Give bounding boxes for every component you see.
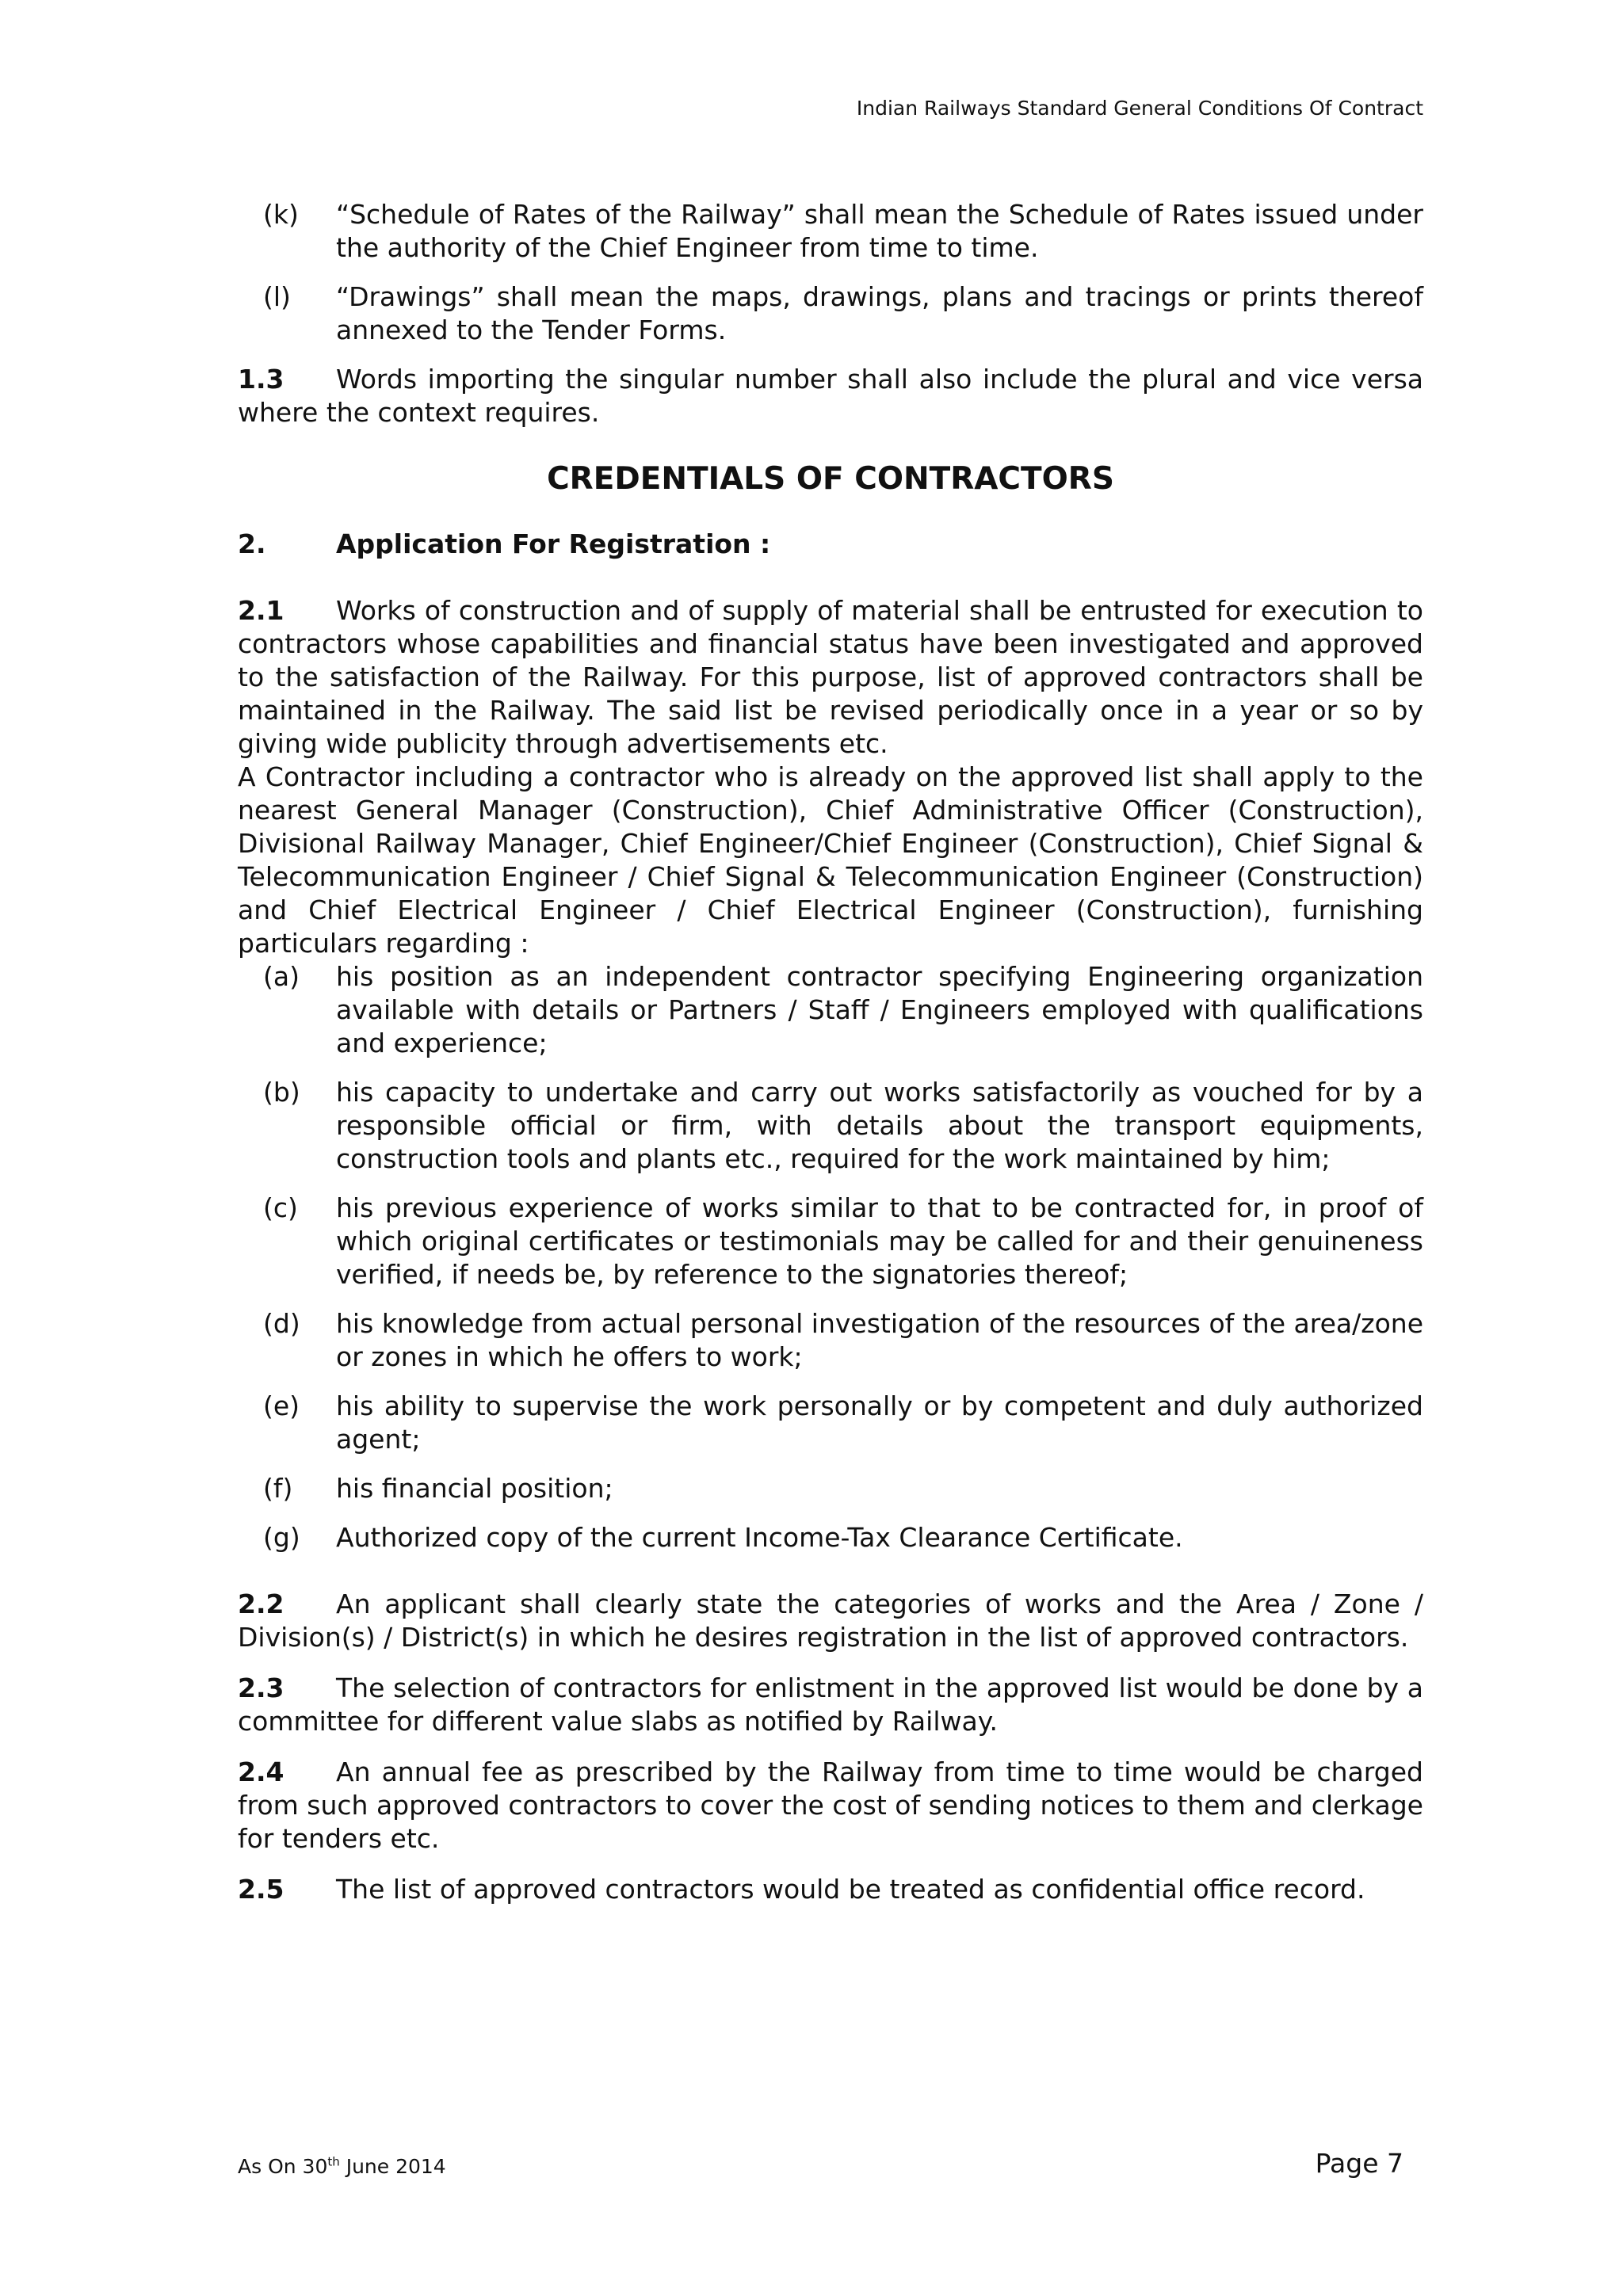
particular-text: his previous experience of works similar to that to be contracted for, in proof of which original certificates or testimonials may be called for and their genuineness verified, if needs be, by reference to the signatories thereof; — [336, 1192, 1423, 1290]
particular-text: his knowledge from actual personal investigation of the resources of the area/zone or zones in which he offers to work; — [336, 1308, 1423, 1372]
particular-label: (c) — [263, 1192, 298, 1223]
paragraph-apply: A Contractor including a contractor who is already on the approved list shall apply to the nearest General Manager (Construction), Chief Administrative Officer (Construction), Divisional Railway Manager, Chief Engineer/Chief Engineer (Construction), Chief Signal & Telecommunication Engineer / Chief Signal & Telecommunication Engineer (Construction) and Chief Electrical Engineer / Chief Electrical Engineer (Construction), furnishing particulars regarding : — [238, 761, 1423, 959]
sub-heading-text: Application For Registration : — [336, 528, 771, 559]
clause-number: 1.3 — [238, 364, 285, 395]
particular-label: (a) — [263, 961, 300, 992]
clause-2-5 — [238, 1873, 1423, 1906]
clause-number: 2.2 — [238, 1589, 285, 1619]
spacer — [238, 1654, 1423, 1672]
clause-text: Works of construction and of supply of material shall be entrusted for execution to contractors whose capabilities and financial status have been investigated and approved to the satisfaction of the Railway. For this purpose, list of approved contractors shall be maintained in the Railway. The said list be revised periodically once in a year or so by giving wide publicity through advertisements etc. — [238, 595, 1423, 759]
particular-label: (d) — [263, 1308, 300, 1339]
spacer — [238, 1855, 1423, 1873]
particular-label: (b) — [263, 1077, 300, 1108]
spacer — [238, 1570, 1423, 1588]
clause-number: 2.5 — [238, 1874, 285, 1905]
particular-text: his position as an independent contractor specifying Engineering organization available with details or Partners / Staff / Engineers employed with qualifications and experience; — [336, 961, 1423, 1058]
particular-text: his financial position; — [336, 1473, 613, 1504]
definition-item-l — [238, 280, 1423, 347]
sub-heading-number: 2. — [238, 528, 266, 559]
clause-1-3 — [238, 363, 1423, 429]
particular-item-b — [238, 1076, 1423, 1176]
definition-label: (k) — [263, 199, 299, 230]
footer-date-prefix: As On 30 — [238, 2155, 328, 2178]
clause-2-2 — [238, 1588, 1423, 1654]
footer-date — [238, 2155, 446, 2179]
document-body — [238, 198, 1423, 1906]
particular-label: (e) — [263, 1390, 300, 1421]
particular-item-g — [238, 1521, 1423, 1554]
particular-text: Authorized copy of the current Income-Tax Clearance Certificate. — [336, 1522, 1183, 1553]
clause-text: The selection of contractors for enlistment in the approved list would be done by a committee for different value slabs as notified by Railway. — [238, 1672, 1423, 1737]
particular-item-f — [238, 1472, 1423, 1505]
clause-text: An annual fee as prescribed by the Railway from time to time would be charged from such approved contractors to cover the cost of sending notices to them and clerkage for tenders etc. — [238, 1756, 1423, 1854]
particular-item-a — [238, 960, 1423, 1060]
section-title: CREDENTIALS OF CONTRACTORS — [547, 461, 1114, 497]
particular-label: (g) — [263, 1522, 300, 1553]
clause-text: An applicant shall clearly state the categories of works and the Area / Zone / Division(s) / District(s) in which he desires registration in the list of approved contractors. — [238, 1589, 1423, 1653]
clause-text: Words importing the singular number shall also include the plural and vice versa where the context requires. — [238, 364, 1423, 428]
definition-label: (l) — [263, 281, 291, 312]
definition-item-k — [238, 198, 1423, 265]
spacer — [238, 1738, 1423, 1756]
footer-date-sup: th — [327, 2154, 340, 2169]
definition-text: “Schedule of Rates of the Railway” shall mean the Schedule of Rates issued under the authority of the Chief Engineer from time to time. — [336, 199, 1423, 263]
clause-2-4 — [238, 1756, 1423, 1855]
particular-text: his ability to supervise the work personally or by competent and duly authorized agent; — [336, 1390, 1423, 1455]
page-header: Indian Railways Standard General Conditions Of Contract — [856, 97, 1423, 120]
clause-number: 2.4 — [238, 1756, 285, 1787]
footer-date-suffix: June 2014 — [339, 2155, 446, 2178]
particular-text: his capacity to undertake and carry out works satisfactorily as vouched for by a responsible official or firm, with details about the transport equipments, construction tools and plants etc., required for the work maintained by him; — [336, 1077, 1423, 1174]
clause-number: 2.3 — [238, 1672, 285, 1703]
definition-text: “Drawings” shall mean the maps, drawings, plans and tracings or prints thereof annexed to the Tender Forms. — [336, 281, 1423, 345]
clause-text: The list of approved contractors would be treated as confidential office record. — [336, 1874, 1365, 1905]
clause-number: 2.1 — [238, 595, 285, 626]
clause-2-1 — [238, 594, 1423, 761]
particular-item-d — [238, 1307, 1423, 1374]
sub-heading — [238, 528, 1423, 561]
particular-label: (f) — [263, 1473, 293, 1504]
clause-2-3 — [238, 1672, 1423, 1738]
particular-item-c — [238, 1192, 1423, 1291]
particular-item-e — [238, 1390, 1423, 1456]
page-number: Page 7 — [1315, 2148, 1403, 2179]
